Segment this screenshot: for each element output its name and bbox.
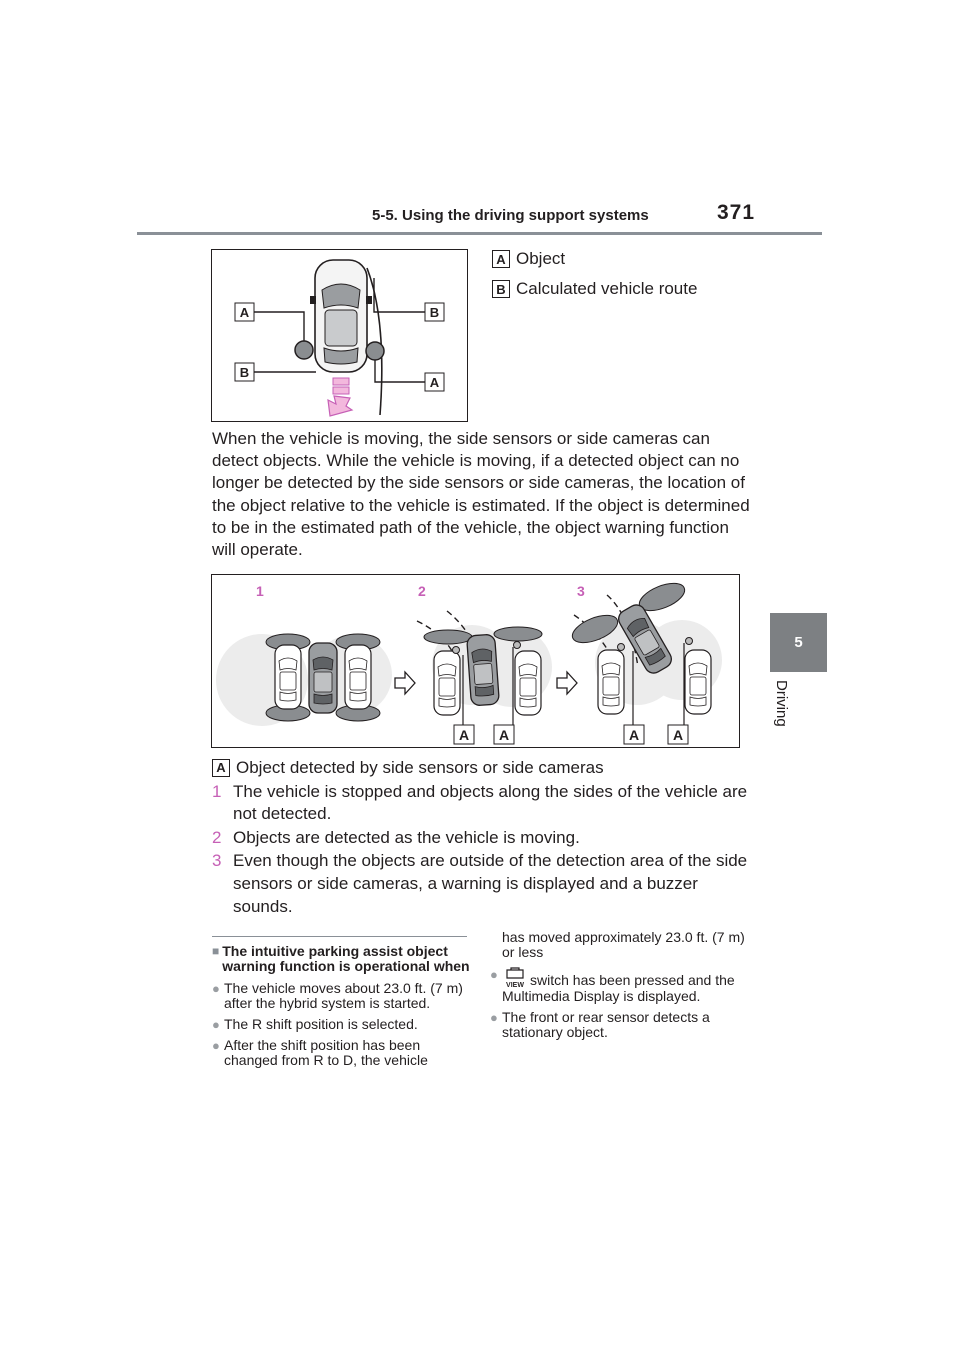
step-text: Objects are detected as the vehicle is moving. [233,827,580,847]
header-rule [137,232,822,235]
bullet-dot-icon: ● [490,1010,498,1025]
bullet-text: After the shift position has been changed from R to D, the vehicle [224,1037,428,1068]
figure-vehicle-route [211,249,468,422]
legend-text: Calculated vehicle route [516,279,698,298]
section-heading-text: The intuitive parking assist object warning function is operational when [222,943,470,974]
scene-3 [569,578,711,733]
section-rule [212,936,467,937]
caption-letter: A [212,759,230,777]
figure-caption-and-steps [212,757,752,919]
step-text: The vehicle is stopped and objects along the sides of the vehicle are not detected. [233,781,748,824]
chapter-number: 5 [794,634,803,651]
step-item [212,827,752,850]
bullet-dot-icon: ● [212,1017,220,1032]
step-text: Even though the objects are outside of the detection area of the side sensors or side cameras, a warning is displayed and a buzzer sounds. [233,851,748,916]
bullet-item [212,1038,470,1068]
bullet-item [212,981,470,1011]
chapter-label: Driving [773,680,790,727]
callout-letter: A [672,727,684,743]
bullet-dot-icon: ● [490,967,498,982]
car-icon [310,260,372,372]
legend-item [492,249,565,269]
callout-letter: A [429,375,440,390]
bullet-continuation: has moved approximately 23.0 ft. (7 m) or less [502,929,745,960]
bullet-item [490,967,755,1004]
object-marker [295,341,313,359]
notes-right-column [490,930,755,1046]
step-number: 3 [212,851,222,871]
page-number: 371 [717,201,756,224]
figure-caption [212,757,752,780]
section-title: 5-5. Using the driving support systems [372,207,649,224]
callout-letter: A [239,305,250,320]
scene-1 [266,634,380,721]
square-bullet-icon: ■ [212,944,220,958]
legend-item [492,279,697,299]
step-number: 1 [212,781,222,801]
body-paragraph: When the vehicle is moving, the side sensors or side cameras can detect objects. While the vehicle is moving, if a detected object can no longer be detected by the side sensors or side cameras, the location of the object relative to the vehicle is estimated. If the object is determined to be in the estimated path of the vehicle, the object warning function will operate. [212,429,750,560]
bullet-text: The front or rear sensor detects a stationary object. [502,1009,710,1040]
notes-left-column [212,936,470,1074]
callout-letter: A [628,727,640,743]
object-marker [366,342,384,360]
arrow-right-icon [557,672,577,694]
callout-letter: A [458,727,470,743]
bullet-item [490,1010,755,1040]
legend-letter: A [492,250,510,268]
bullet-item [212,1017,470,1032]
step-label: 1 [256,583,264,599]
arrow-right-icon [395,672,415,694]
figure-object-detection-sequence [211,574,740,748]
caption-text: Object detected by side sensors or side cameras [236,758,604,777]
view-switch-icon [502,967,528,989]
chapter-tab [770,613,827,672]
step-label: 3 [577,583,585,599]
section-heading [212,944,470,974]
step-item [212,781,752,826]
legend-text: Object [516,249,566,268]
reverse-arrow-icon [328,378,352,416]
bullet-dot-icon: ● [212,1038,220,1053]
callout-letter: B [429,305,440,320]
view-icon-label: VIEW [506,982,524,989]
step-number: 2 [212,827,222,847]
bullet-text: The vehicle moves about 23.0 ft. (7 m) after the hybrid system is started. [224,980,463,1011]
bullet-text: The R shift position is selected. [224,1016,418,1032]
step-label: 2 [418,583,426,599]
bullet-text: switch has been pressed and the Multimedia Display is displayed. [502,972,735,1004]
bullet-dot-icon: ● [212,981,220,996]
legend-letter: B [492,280,510,298]
step-item [212,850,752,918]
callout-letter: A [498,727,510,743]
callout-letter: B [239,365,250,380]
